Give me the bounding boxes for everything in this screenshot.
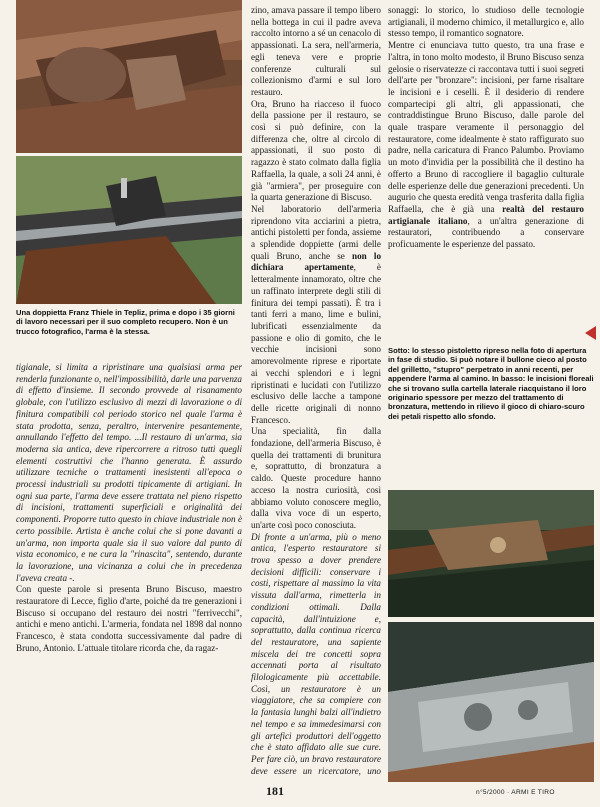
column-3-paragraph-1: sonaggi: lo storico, lo studioso delle tecnologie artigianali, il moderno chimico, il metallurgico e, allo stesso tempo, il romantico sognatore.: [388, 5, 584, 39]
caption-shotgun: Una doppietta Franz Thiele in Tepliz, prima e dopo i 35 giorni di lavoro necessari per il suo completo recupero. Non è un trucco fotografico, l'arma è la stessa.: [16, 308, 235, 336]
column-2-paragraph-3: [251, 204, 381, 426]
column-2-italic-quote: Di fronte a un'arma, più o meno antica, l'esperto restauratore si trova spesso a dover prendere decisioni difficili: conservare i costi, rispettare al massimo la vita vissuta dall'arma, rimetterla in condizioni ottimali. Dalla capacità, dall'intuizione e, soprattutto, dalla continua ricerca del restauratore, una sapiente miscela dei tre concetti sopra accennati porta al risultato filologicamente più accettabile. Così, un restauratore è un viaggiatore, che sa compiere con la fantasia lunghi balzi all'indietro nel tempo e sa immedesimarsi con gli artefici produttori dell'oggetto che è stato affidato alle sue cure. Per fare ciò, un bravo restauratore deve essere un ricercatore, uno: [251, 531, 381, 776]
photo-engravings-detail: [388, 622, 594, 782]
column-2: [251, 5, 381, 777]
column-2-paragraph-2: Ora, Bruno ha riacceso il fuoco della passione per il restauro, se così si può definire, con la differenza che, oltre al circolo di appassionati, il suo posto di ragazzo è stato colmato dalla figlia Raffaella, la quale, a soli 24 anni, è già "armiera", per proseguire con la quarta generazione di Biscuso.: [251, 98, 381, 203]
column-3-emphasis: realtà del restauro artigianale italiano: [388, 203, 584, 226]
column-3-paragraph-2: [388, 40, 584, 251]
column-3-paragraph-2-end: , a un'altra generazione di restauratori, contribuendo a conservare proficuamente le esperienze del passato.: [388, 215, 584, 250]
photo-pistol-study: [388, 490, 594, 617]
publication-footer: n°5/2000 · ARMI E TIRO: [476, 789, 555, 796]
column-2-paragraph-3-end: , è letteralmente innamorato, oltre che un raffinato interprete degli stili di finitura dei tempi passati). È tra i tanti ferri a mano, lime e bulini, lubrificati essenzialmente da passione e olio di gomito, che le vecchie incisioni sono amorevolmente riprese e riportate ai vecchi splendori e i legni ripristinati e lucidati con l'utilizzo esclusivo delle lacche a tampone delle ricette originali di nonno Francesco.: [251, 262, 381, 425]
photo-shotgun-after: [16, 156, 242, 304]
caption-pistol: Sotto: lo stesso pistoletto ripreso nella foto di apertura in fase di studio. Si può notare il bullone cieco al posto del grilletto, "stupro" perpetrato in anni recenti, per appendere l'arma al camino. In basso: le incisioni floreali che si trovano sulla cartella laterale riacquistano il loro originario spessore per mezzo del trattamento di bronzatura, mettendo in rilievo il gioco di chiaro-scuro dei petali rispetto allo sfondo.: [388, 346, 594, 421]
column-3: [388, 5, 584, 342]
end-marker-arrow-icon: [585, 326, 596, 340]
column-1: [16, 362, 242, 782]
column-2-paragraph-3-text: Nel laboratorio dell'armeria riprendono vita acciarini a pietra, antichi pistoletti per fonda, assieme a splendide doppiette (armi delle quali Bruno, anche se: [251, 203, 381, 261]
page-number: 181: [266, 784, 284, 798]
column-2-paragraph-4: Una specialità, fin dalla fondazione, dell'armeria Biscuso, è quella dei trattamenti di brunitura e, soprattutto, di bronzatura a caldo. Queste procedure hanno acceso la nostra curiosità, così abbiamo voluto conoscere meglio, dalla viva voce di un esperto, un'arte così poco conosciuta.: [251, 426, 381, 530]
column-2-emphasis: non lo dichiara apertamente: [251, 250, 381, 273]
photo-shotgun-before: [16, 0, 242, 153]
column-1-italic-text: tigianale, si limita a ripristinare una qualsiasi arma per renderla funzionante o, nell'impossibilità, darle una parvenza di effetto d'insieme. Il secondo provvede al risanamento globale, con l'utilizzo esclusivo di mezzi di lavorazione o di finitura compatibili col periodo storico nel quale l'arma è stata prodotta, senza, peraltro, intervenire pesantemente, annullando l'effetto del tempo. ...Il restauro di un'arma, sia moderna sia antica, deve ripercorrere a ritroso tutti quegli elementi costruttivi che l'hanno generata. È assurdo utilizzare tecniche o trattamenti inesistenti all'epoca o processi industriali su prodotti tipicamente di artigiani. In ogni sua parte, l'arma deve essere trattata nel pieno rispetto di incisioni, trattamenti superficiali e originalità dei componenti. Proporre tutto questo in chiave industriale non è certo possibile. Artista è anche colui che si pone davanti a un'arma, non importa quale sia il suo valore dal punto di vista economico, e ne cura la "rinascita", sentendo, durante la lavorazione, una vicinanza a colui che in precedenza l'aveva creata -.: [16, 362, 242, 583]
column-3-paragraph-2-text: Mentre ci enunciava tutto questo, tra una frase e l'altra, in tono molto modesto, il Bruno Biscuso senza gelosie o riservatezze ci raccontava tutti i suoi segreti dell'arte per "bronzare": incisioni, per farne risaltare le incisioni e i ceselli. È il desiderio di rendere compartecipi gli altri, gli appassionati, che contraddistingue Bruno Biscuso, dalle parole del quale traspare veramente il personaggio del restauratore, come idealmente è stato raffigurato suo padre, nella caricatura di Franco Palumbo. Proviamo un moto d'invidia per la possibilità che il destino ha offerto a Bruno di raccogliere il bagaglio culturale delle esperienze delle due generazioni precedenti. Un augurio che questa eredità venga trasferita dalla figlia Raffaella, che è già una: [388, 40, 584, 214]
column-2-paragraph-1: zino, amava passare il tempo libero nella bottega in cui il padre aveva raccolto intorno a sé un cenacolo di appassionati. La sera, nell'armeria, egli teneva vere e proprie conferenze culturali sul collezionismo d'armi e sul loro restauro.: [251, 5, 381, 97]
column-1-body-text: Con queste parole si presenta Bruno Biscuso, maestro restauratore di Lecce, figlio d'arte, poiché da tre generazioni i Biscuso si occupano del restauro dei nostri "ferrivecchi", antichi e meno antichi. L'armeria, fondata nel 1898 dal nonno Francesco, è stata condotta successivamente dal padre di Bruno, Antonio. L'attuale titolare ricorda che, da ragaz-: [16, 584, 242, 653]
